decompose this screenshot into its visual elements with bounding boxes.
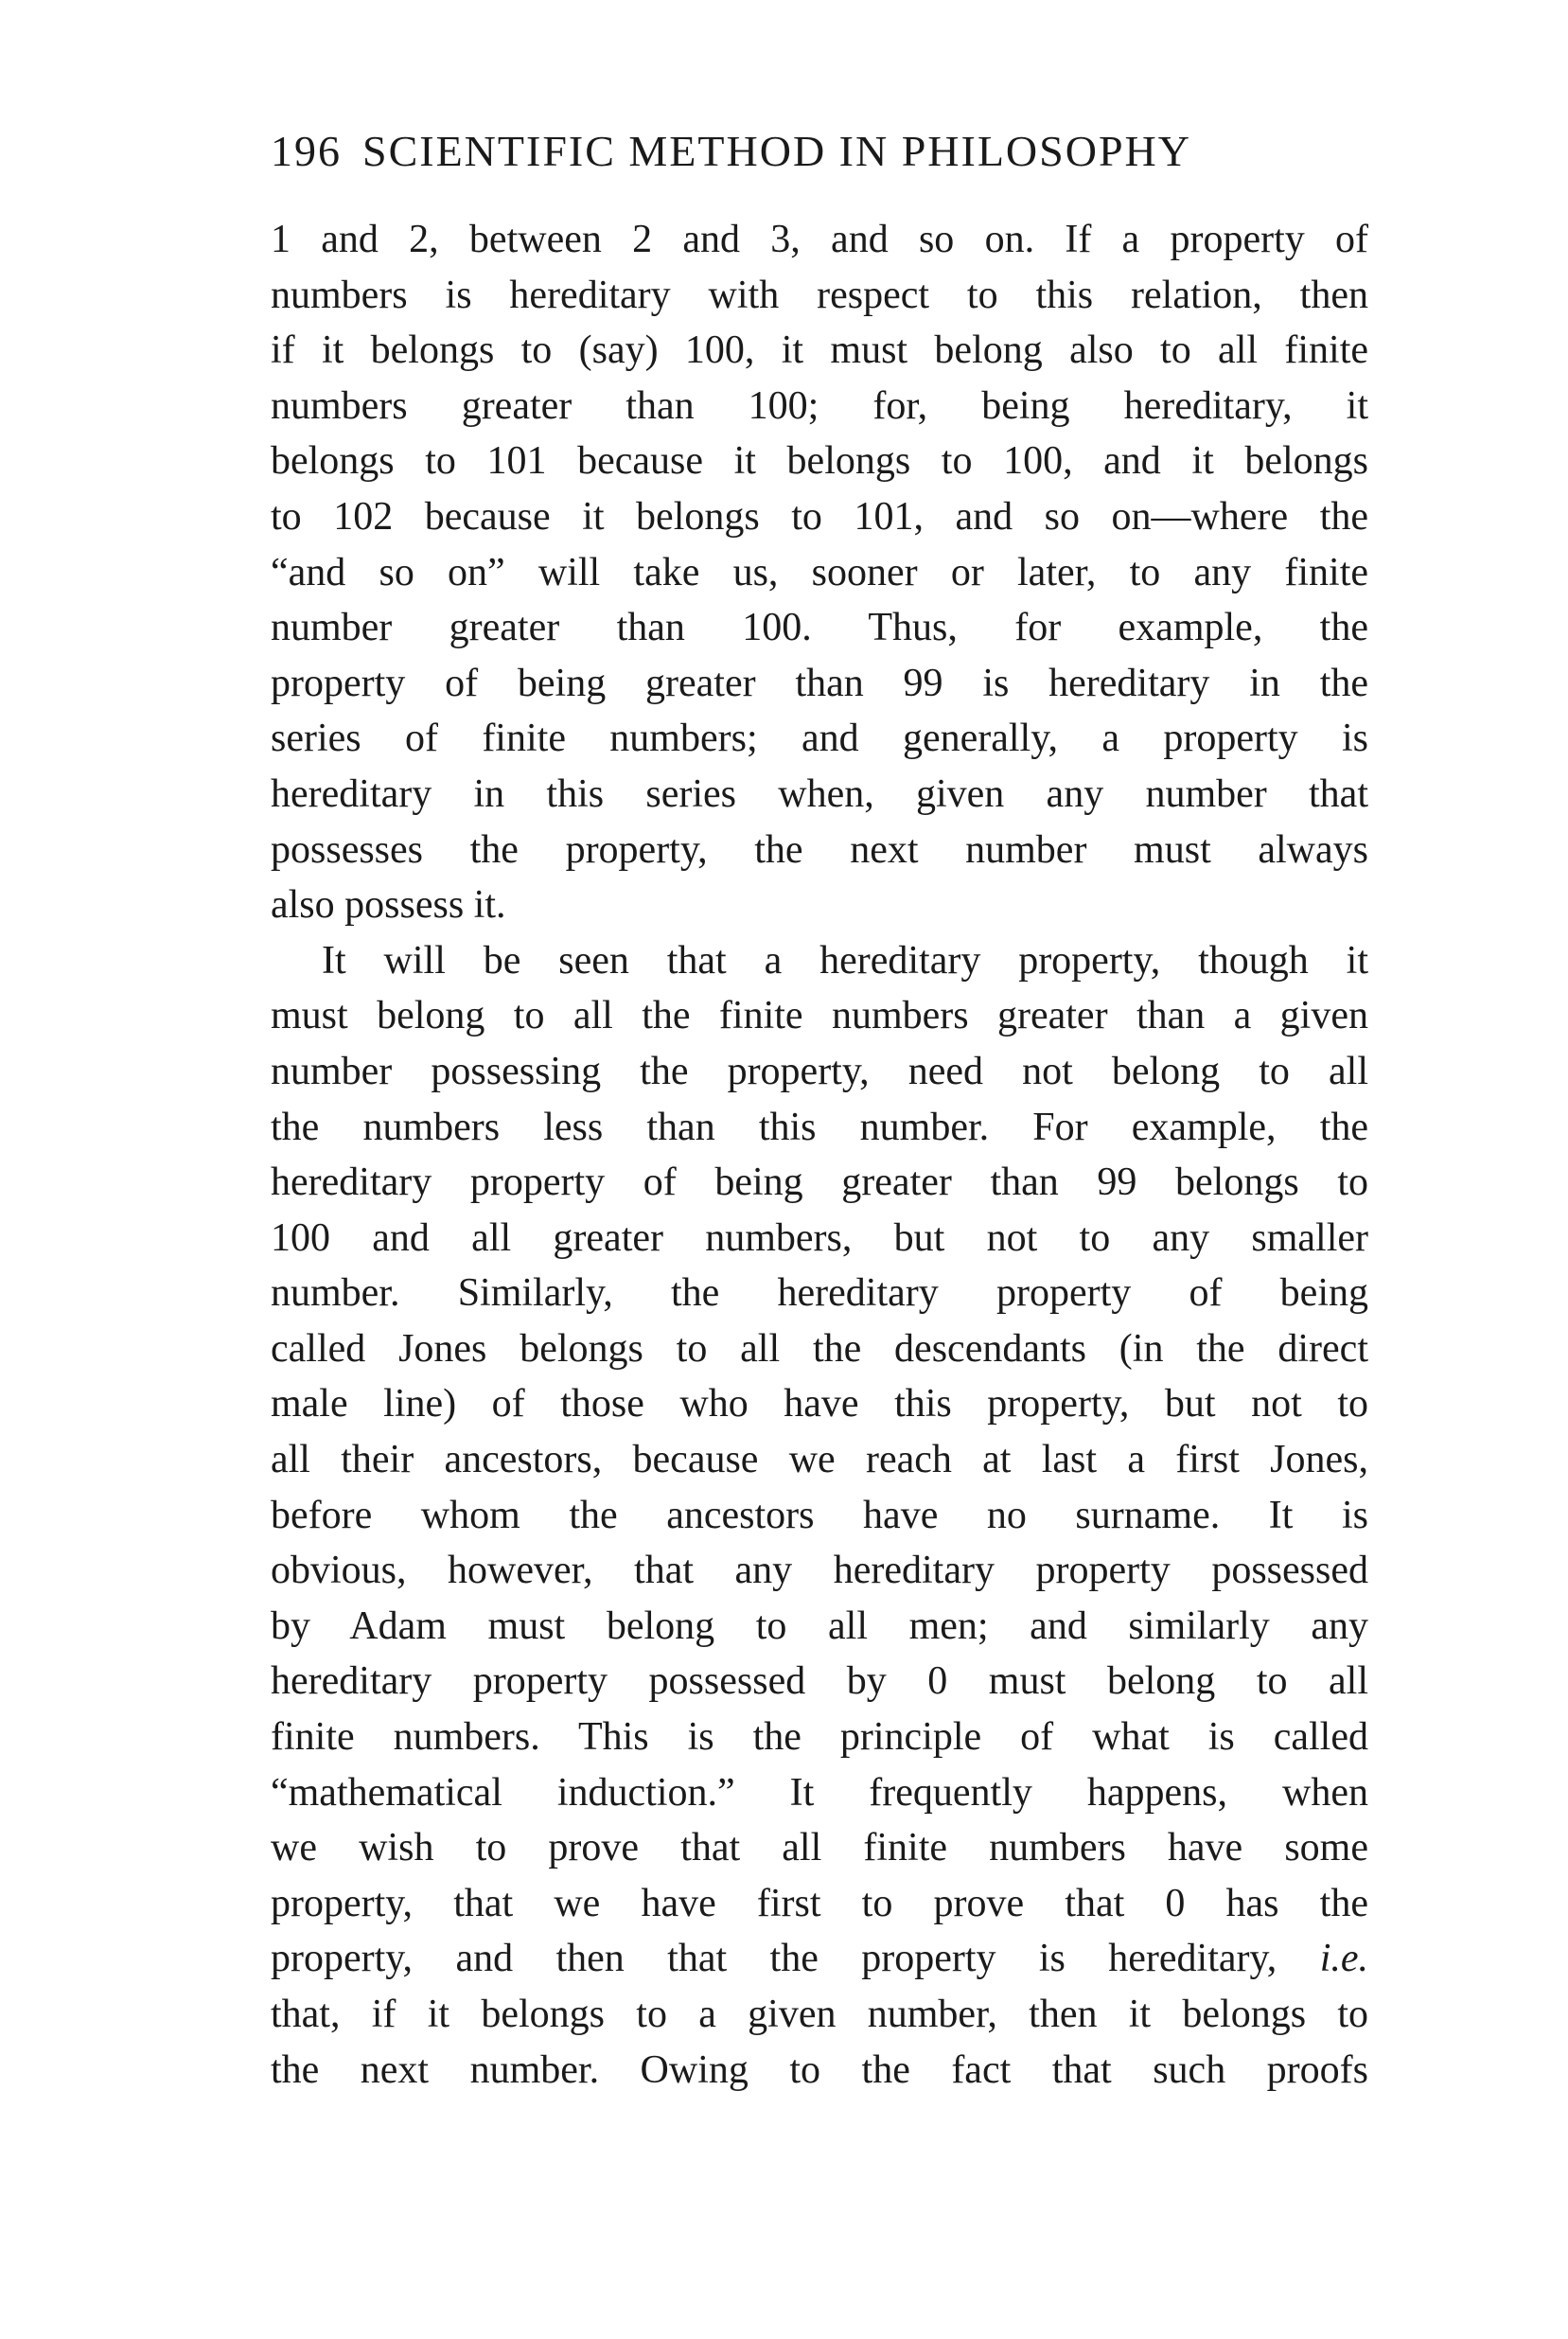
text-line: property of being greater than 99 is hereditary in the: [271, 661, 1368, 705]
text-line: numbers is hereditary with respect to this relation, then: [271, 273, 1368, 317]
text-line: 100 and all greater numbers, but not to any smaller: [271, 1215, 1368, 1260]
text-line: “and so on” will take us, sooner or later, to any finite: [271, 550, 1368, 594]
text-line: It will be seen that a hereditary property, though it: [322, 938, 1368, 983]
running-title: SCIENTIFIC METHOD IN PHILOSOPHY: [362, 127, 1191, 175]
text-line: hereditary property of being greater than 99 belongs to: [271, 1161, 1368, 1205]
text-line: “mathematical induction.” It frequently happens, when: [271, 1770, 1368, 1815]
text-line: must belong to all the finite numbers greater than a given: [271, 994, 1368, 1038]
text-line: belongs to 101 because it belongs to 100, and it belongs: [271, 439, 1368, 484]
text-line: property, that we have first to prove that 0 has the: [271, 1881, 1368, 1925]
text-line: that, if it belongs to a given number, then it belongs to: [271, 1993, 1368, 2036]
text-line: the next number. Owing to the fact that such proofs: [271, 2047, 1368, 2092]
text-line: by Adam must belong to all men; and similarly any: [271, 1604, 1368, 1648]
text-line: also possess it.: [271, 883, 506, 928]
text-line: number possessing the property, need not belong to all: [271, 1049, 1368, 1093]
text-line: to 102 because it belongs to 101, and so on—where the: [271, 494, 1368, 539]
body-text: [271, 212, 1368, 2098]
text-line: numbers greater than 100; for, being hereditary, it: [271, 383, 1368, 428]
text-line: finite numbers. This is the principle of what is called: [271, 1715, 1368, 1760]
text-line: number. Similarly, the hereditary property of being: [271, 1271, 1368, 1316]
text-line: called Jones belongs to all the descendants (in the direct: [271, 1326, 1368, 1371]
text-line: all their ancestors, because we reach at last a first Jones,: [271, 1438, 1368, 1482]
text-line: hereditary property possessed by 0 must belong to all: [271, 1659, 1368, 1704]
text-line: 1 and 2, between 2 and 3, and so on. If a property of: [271, 218, 1368, 261]
text-line: obvious, however, that any hereditary property possessed: [271, 1549, 1368, 1593]
text-line: the numbers less than this number. For example, the: [271, 1105, 1368, 1149]
italic-abbreviation: i.e.: [1319, 1937, 1368, 1981]
page-number: 196: [271, 127, 342, 175]
text-line: we wish to prove that all finite numbers have some: [271, 1826, 1368, 1870]
text-line: hereditary in this series when, given any number that: [271, 771, 1368, 816]
text-line-with-italic: [271, 1931, 1368, 1987]
text-line: before whom the ancestors have no surname. It is: [271, 1493, 1368, 1537]
text-line: number greater than 100. Thus, for example, the: [271, 606, 1368, 650]
text-line: male line) of those who have this property, but not to: [271, 1382, 1368, 1426]
text-line-main: property, and then that the property is hereditary,: [271, 1937, 1277, 1981]
running-head: [271, 123, 1368, 180]
text-line: possesses the property, the next number must always: [271, 827, 1368, 872]
text-line: series of finite numbers; and generally, a property is: [271, 717, 1368, 761]
text-line: if it belongs to (say) 100, it must belong also to all finite: [271, 328, 1368, 373]
